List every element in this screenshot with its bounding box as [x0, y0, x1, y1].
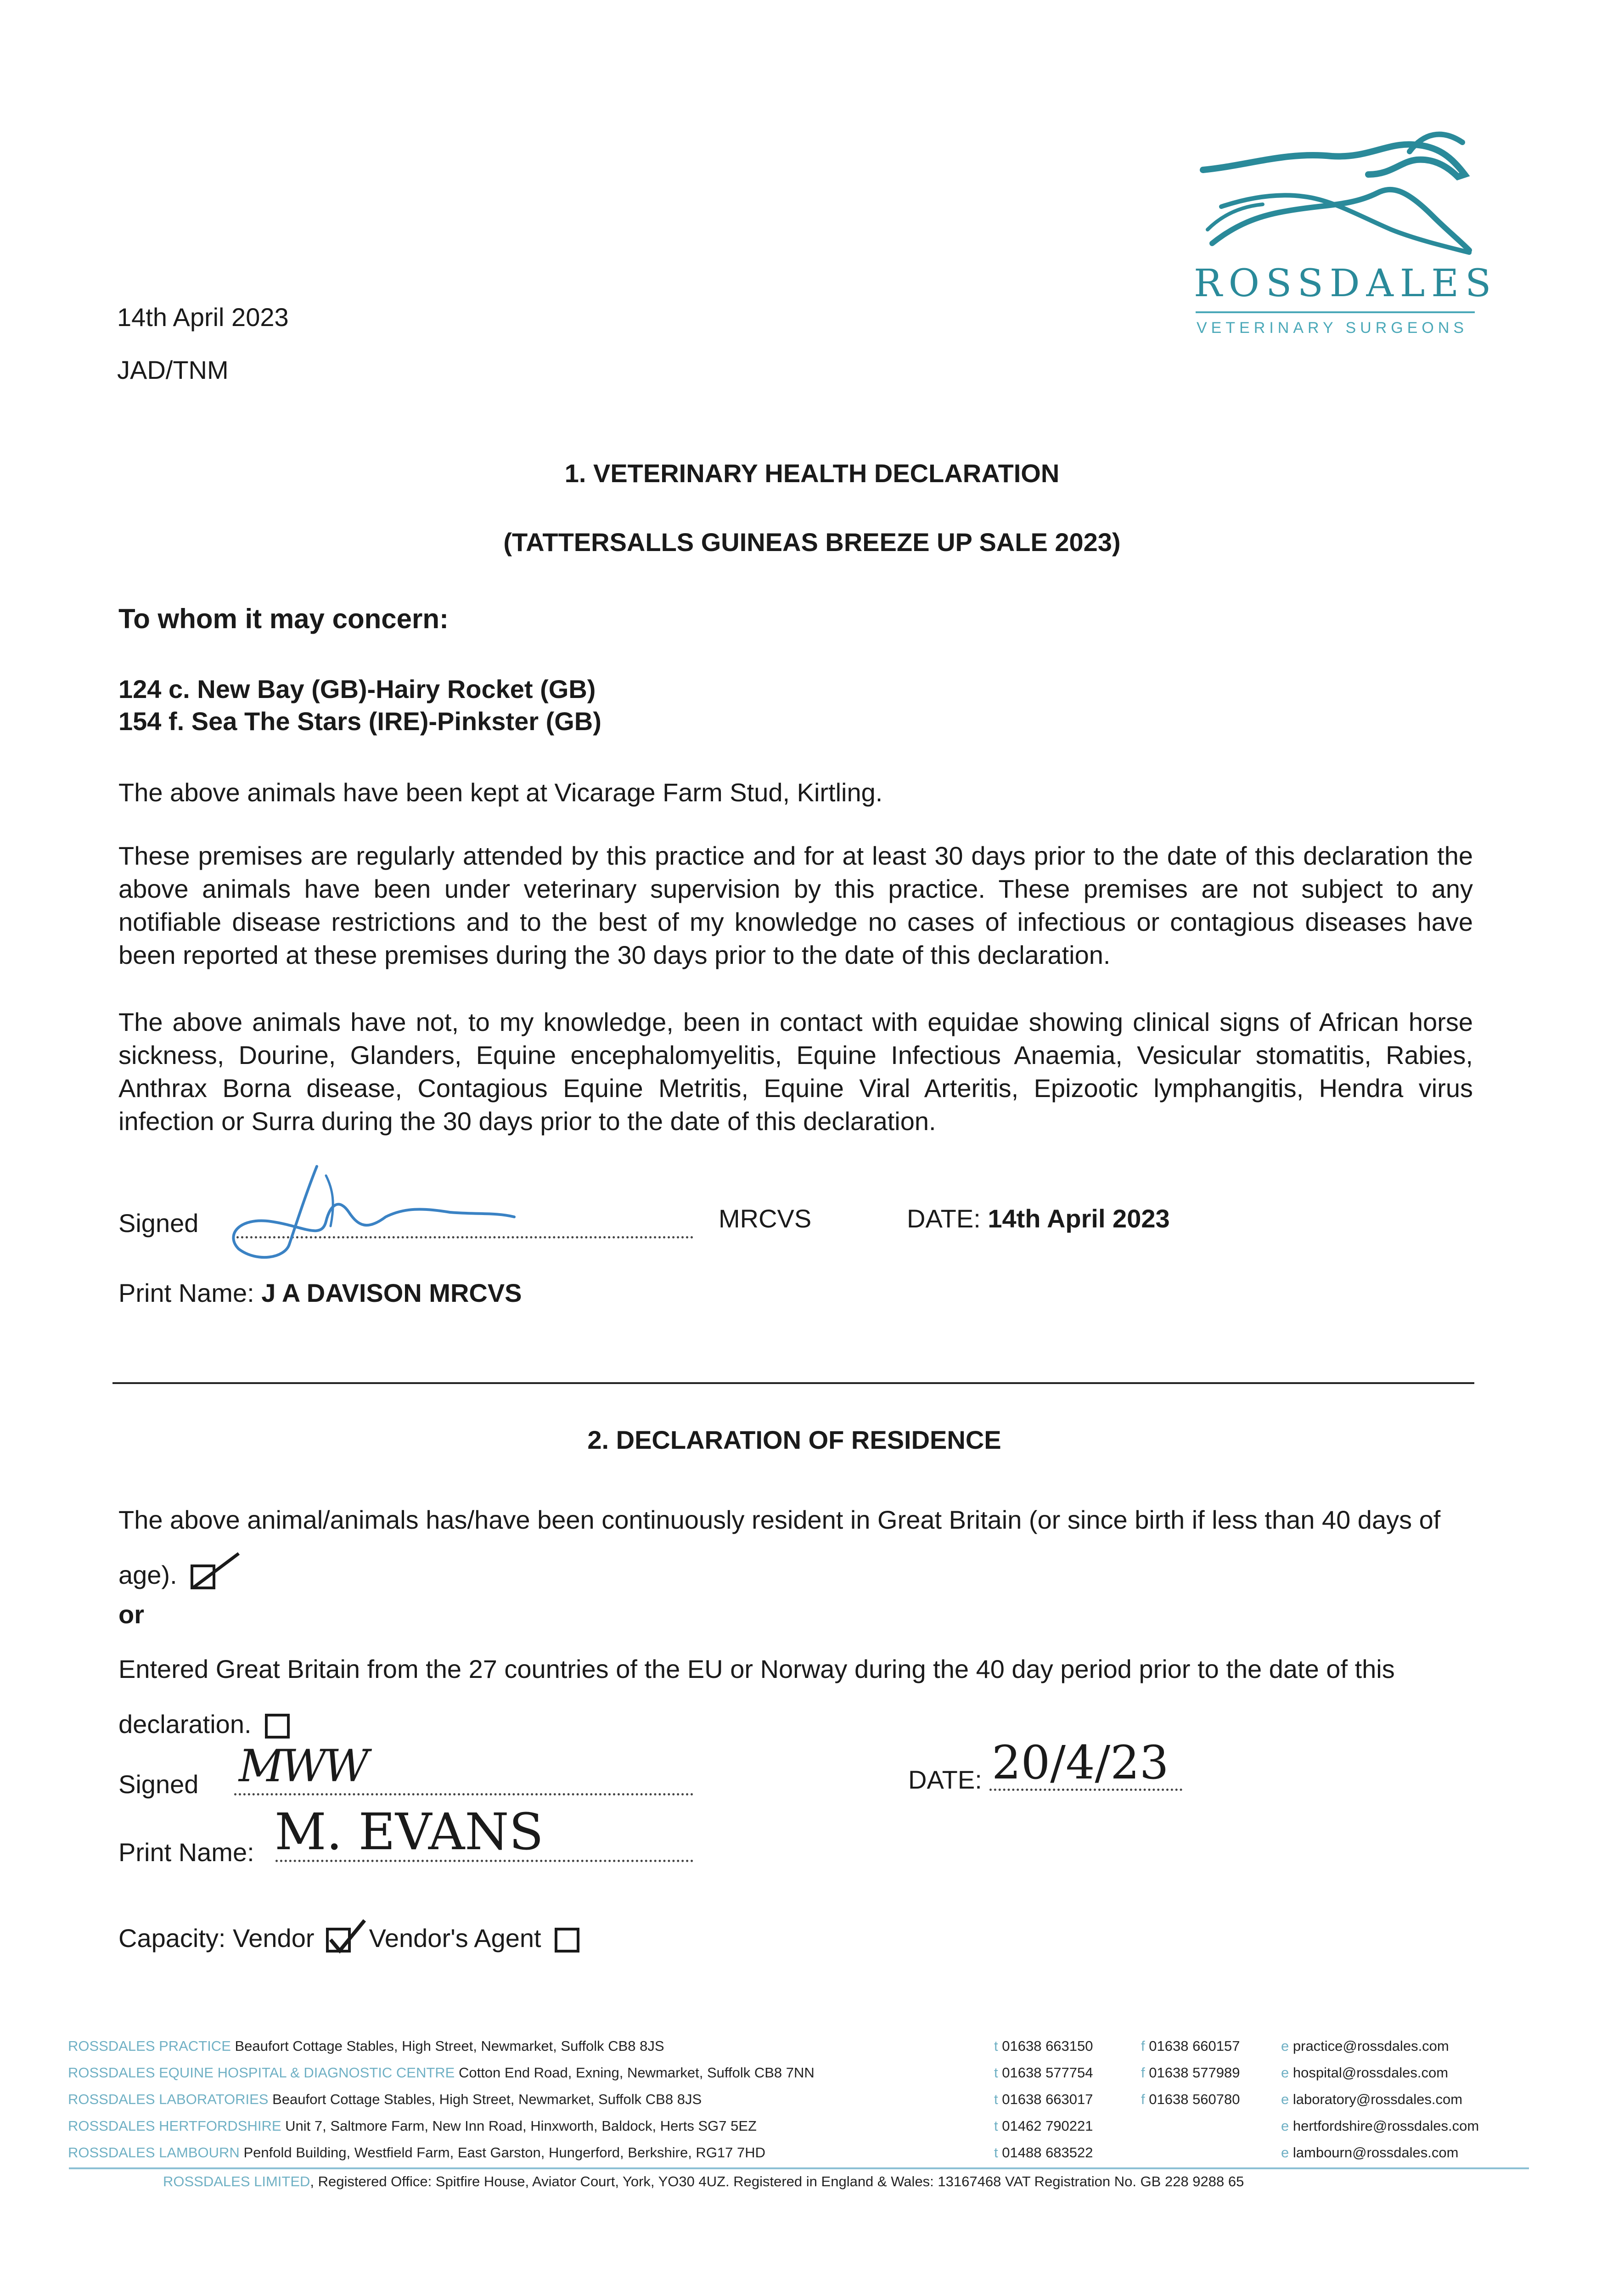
email-prefix: e	[1281, 2038, 1289, 2054]
section1-date	[907, 1202, 1170, 1235]
letter-reference: JAD/TNM	[117, 355, 229, 384]
section1-print-name-label: Print Name:	[118, 1278, 262, 1307]
residence-option-2-checkbox[interactable]	[265, 1714, 290, 1739]
disease-contact-paragraph: The above animals have not, to my knowledge, been in contact with equidae showing clinical signs of African horse sickness, Dourine, Glanders, Equine encephalomyelitis, Equine Infectious Anaemia, Vesicular stomatitis, Rabies, Anthrax Borna disease, Contagious Equine Metritis, Equine Viral Arteritis, Epizootic lymphangitis, Hendra virus infection or Surra during the 30 days prior to the date of this declaration.	[118, 1007, 1473, 1136]
section1-print-name	[118, 1277, 522, 1310]
footer-emails	[1281, 2033, 1479, 2166]
phone-prefix: t	[994, 2118, 998, 2134]
footer-phones-f	[1141, 2033, 1240, 2113]
phone-prefix: t	[994, 2144, 998, 2161]
footer-address-row	[68, 2086, 986, 2113]
footer-org-name: ROSSDALES HERTFORDSHIRE	[68, 2118, 281, 2134]
section-divider	[112, 1382, 1474, 1384]
company-logo	[1175, 124, 1497, 354]
capacity-vendor-label: Capacity: Vendor	[118, 1924, 315, 1953]
footer-address: Beaufort Cottage Stables, High Street, Newmarket, Suffolk CB8 8JS	[235, 2038, 664, 2054]
section2-signed-label: Signed	[118, 1770, 199, 1799]
capacity-row	[118, 1922, 579, 1955]
residence-option-1	[118, 1492, 1473, 1603]
section2-date-handwritten: 20/4/23	[992, 1736, 1169, 1790]
fax-prefix: f	[1141, 2038, 1145, 2054]
vet-signature	[220, 1148, 551, 1277]
fax-prefix: f	[1141, 2091, 1145, 2107]
or-label: or	[118, 1600, 144, 1629]
footer-org-name: ROSSDALES LABORATORIES	[68, 2091, 269, 2107]
supervision-paragraph: These premises are regularly attended by this practice and for at least 30 days prior to the date of this declaration the above animals have been under veterinary supervision by this practice. These premises are not subject to any notifiable disease restrictions and to the best of my knowledge no cases of infectious or contagious diseases have been reported at these premises during the 30 days prior to the date of this declaration.	[118, 841, 1473, 969]
footer-phone: 01638 663017	[1002, 2091, 1093, 2107]
logo-subtitle: VETERINARY SURGEONS	[1197, 319, 1468, 337]
section1-title: 1. VETERINARY HEALTH DECLARATION	[564, 459, 1060, 488]
logo-name: ROSSDALES	[1194, 262, 1498, 305]
footer-email[interactable]: laboratory@rossdales.com	[1292, 2091, 1463, 2107]
section1-print-name-value: J A DAVISON MRCVS	[261, 1278, 522, 1307]
footer-org-name: ROSSDALES PRACTICE	[68, 2038, 231, 2054]
footer-email[interactable]: lambourn@rossdales.com	[1292, 2144, 1459, 2161]
phone-prefix: t	[994, 2091, 998, 2107]
section1-signed-label: Signed	[118, 1209, 199, 1238]
phone-prefix: t	[994, 2065, 998, 2081]
section2-title: 2. DECLARATION OF RESIDENCE	[587, 1425, 1001, 1454]
section2-print-name-handwritten: M. EVANS	[275, 1802, 544, 1861]
capacity-vendor-agent-label: Vendor's Agent	[369, 1924, 541, 1953]
residence-option-1-text: The above animal/animals has/have been continuously resident in Great Britain (or since birth if less than 40 days of age).	[118, 1505, 1441, 1589]
footer-address: Penfold Building, Westfield Farm, East Garston, Hungerford, Berkshire, RG17 7HD	[243, 2144, 766, 2161]
email-prefix: e	[1281, 2118, 1289, 2134]
animal-2: 154 f. Sea The Stars (IRE)-Pinkster (GB)	[118, 707, 601, 736]
salutation: To whom it may concern:	[118, 603, 449, 634]
residence-option-2	[118, 1642, 1473, 1752]
vendor-signature: MWW	[239, 1740, 366, 1792]
footer-email[interactable]: hospital@rossdales.com	[1292, 2065, 1449, 2081]
section2-print-name-label: Print Name:	[118, 1838, 254, 1867]
footer-fax: 01638 560780	[1149, 2091, 1240, 2107]
horse-logo-icon	[1194, 124, 1478, 271]
section2-signature-line	[234, 1793, 693, 1795]
vendor-checkbox[interactable]	[326, 1928, 351, 1953]
vendor-agent-checkbox[interactable]	[555, 1928, 579, 1953]
section1-subtitle: (TATTERSALLS GUINEAS BREEZE UP SALE 2023)	[503, 528, 1121, 557]
footer-address: Unit 7, Saltmore Farm, New Inn Road, Hinxworth, Baldock, Herts SG7 5EZ	[285, 2118, 757, 2134]
logo-divider	[1196, 311, 1475, 313]
footer-address: Cotton End Road, Exning, Newmarket, Suffolk CB8 7NN	[458, 2065, 815, 2081]
email-prefix: e	[1281, 2065, 1289, 2081]
footer-address: Beaufort Cottage Stables, High Street, Newmarket, Suffolk CB8 8JS	[272, 2091, 702, 2107]
phone-prefix: t	[994, 2038, 998, 2054]
footer-phone: 01462 790221	[1002, 2118, 1093, 2134]
footer-address-row	[68, 2033, 986, 2060]
section1-date-label: DATE:	[907, 1204, 988, 1233]
residence-option-2-text: Entered Great Britain from the 27 countries of the EU or Norway during the 40 day period prior to the date of this declaration.	[118, 1654, 1395, 1739]
footer-registered-text: , Registered Office: Spitfire House, Aviator Court, York, YO30 4UZ. Registered in England & Wales: 13167468 VAT Registration No. GB 228 9288 65	[310, 2173, 1244, 2189]
email-prefix: e	[1281, 2144, 1289, 2161]
premises-paragraph: The above animals have been kept at Vicarage Farm Stud, Kirtling.	[118, 778, 883, 807]
section1-date-value: 14th April 2023	[988, 1204, 1170, 1233]
footer-registered	[163, 2168, 1244, 2195]
email-prefix: e	[1281, 2091, 1289, 2107]
footer-address-row	[68, 2113, 986, 2139]
footer-org-name: ROSSDALES EQUINE HOSPITAL & DIAGNOSTIC CENTRE	[68, 2065, 455, 2081]
mrcvs-label: MRCVS	[719, 1204, 812, 1233]
footer-fax: 01638 577989	[1149, 2065, 1240, 2081]
footer-limited-name: ROSSDALES LIMITED	[163, 2173, 310, 2189]
footer-fax: 01638 660157	[1149, 2038, 1240, 2054]
footer-address-row	[68, 2139, 986, 2166]
footer-org-name: ROSSDALES LAMBOURN	[68, 2144, 240, 2161]
footer-phone: 01638 663150	[1002, 2038, 1093, 2054]
footer-email[interactable]: hertfordshire@rossdales.com	[1292, 2118, 1479, 2134]
footer-addresses	[68, 2033, 986, 2166]
animal-1: 124 c. New Bay (GB)-Hairy Rocket (GB)	[118, 675, 596, 703]
letter-date: 14th April 2023	[117, 303, 289, 332]
footer-address-row	[68, 2060, 986, 2086]
checkmark-icon	[327, 1918, 368, 1959]
footer-phone: 01488 683522	[1002, 2144, 1093, 2161]
section2-date-label: DATE:	[908, 1765, 982, 1794]
footer-phones-t	[994, 2033, 1093, 2166]
checkmark-icon	[191, 1549, 241, 1590]
residence-option-1-checkbox[interactable]	[191, 1564, 215, 1589]
footer-phone: 01638 577754	[1002, 2065, 1093, 2081]
fax-prefix: f	[1141, 2065, 1145, 2081]
footer-email[interactable]: practice@rossdales.com	[1292, 2038, 1449, 2054]
